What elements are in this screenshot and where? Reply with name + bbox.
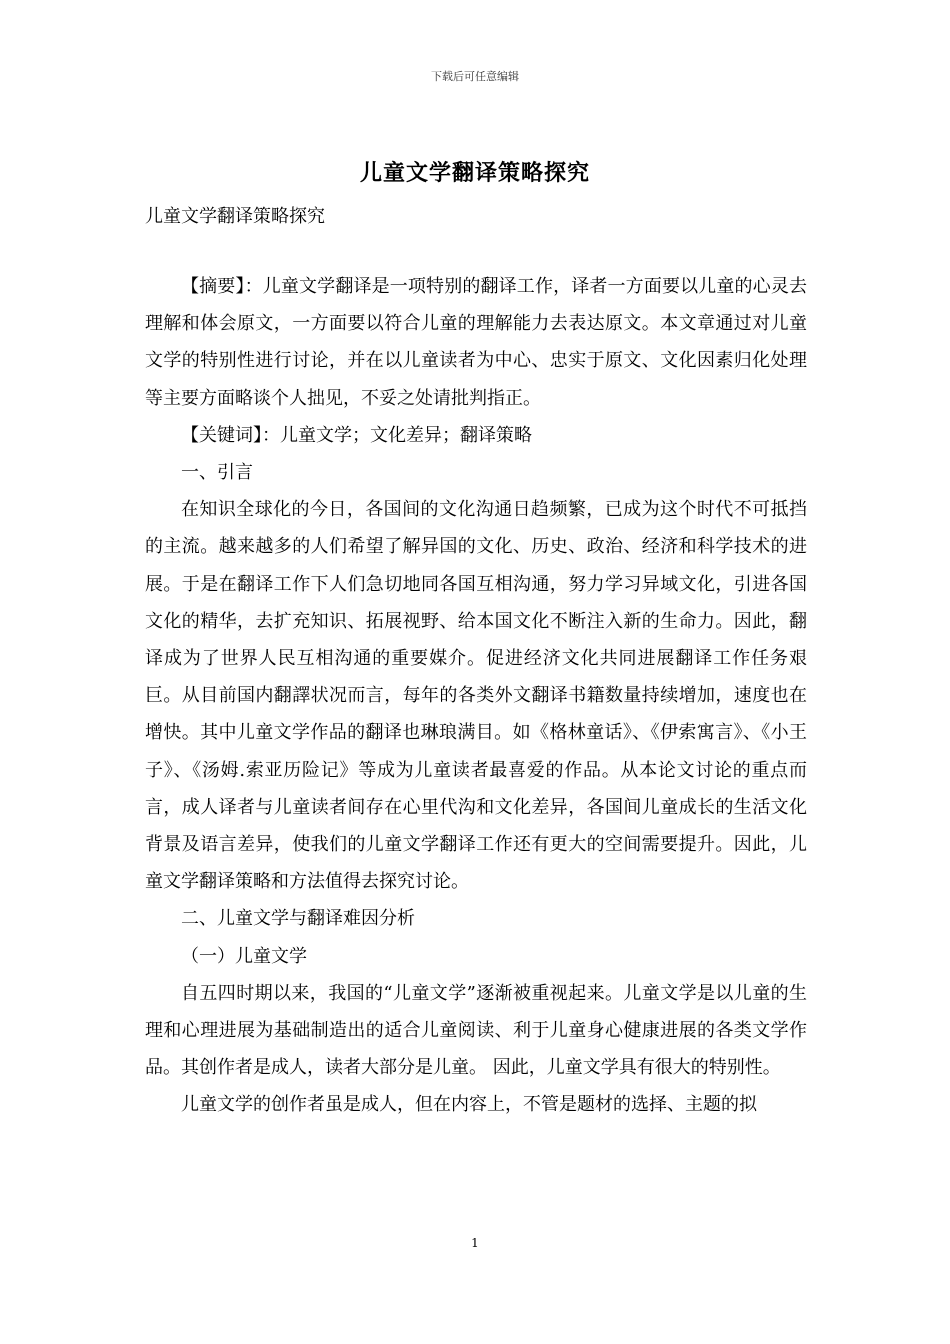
section-heading-analysis: 二、儿童文学与翻译难因分析 bbox=[181, 908, 415, 930]
childrens-literature-paragraph: 自五四时期以来，我国的“儿童文学”逐渐被重视起来。儿童文学是以儿童的生理和心理进展为基础制造出的适合儿童阅读、利于儿童身心健康进展的各类文学作品。其创作者是成人，读者大部分是儿童。 因此，儿童文学具有很大的特别性。 bbox=[145, 982, 807, 1079]
page-number: 1 bbox=[471, 1236, 479, 1250]
section-heading-introduction: 一、引言 bbox=[181, 462, 253, 484]
subsection-heading-childrens-literature: （一）儿童文学 bbox=[181, 945, 307, 967]
document-title: 儿童文学翻译策略探究 bbox=[359, 160, 590, 186]
abstract-paragraph: 【摘要】：儿童文学翻译是一项特别的翻译工作，译者一方面要以儿童的心灵去理解和体会原文，一方面要以符合儿童的理解能力去表达原文。本文章通过对儿童文学的特别性进行讨论，并在以儿童读者为中心、忠实于原文、文化因素归化处理等主要方面略谈个人拙见，不妥之处请批判指正。 bbox=[145, 276, 807, 409]
header-note: 下载后可任意编辑 bbox=[431, 70, 519, 83]
introduction-paragraph: 在知识全球化的今日，各国间的文化沟通日趋频繁，已成为这个时代不可抵挡的主流。越来越多的人们希望了解异国的文化、历史、政治、经济和科学技术的进展。于是在翻译工作下人们急切地同各国互相沟通，努力学习异域文化，引进各国文化的精华，去扩充知识、拓展视野、给本国文化不断注入新的生命力。因此，翻译成为了世界人民互相沟通的重要媒介。促进经济文化共同进展翻译工作任务艰巨。从目前国内翻譯状况而言，每年的各类外文翻译书籍数量持续增加，速度也在增快。其中儿童文学作品的翻译也琳琅满目。如《格林童话》、《伊索寓言》、《小王子》、《汤姆.索亚历险记》等成为儿童读者最喜爱的作品。从本论文讨论的重点而言，成人译者与儿童读者间存在心里代沟和文化差异，各国间儿童成长的生活文化背景及语言差异，使我们的儿童文学翻译工作还有更大的空间需要提升。因此，儿童文学翻译策略和方法值得去探究讨论。 bbox=[145, 499, 807, 893]
continuation-paragraph: 儿童文学的创作者虽是成人，但在内容上，不管是题材的选择、主题的拟 bbox=[181, 1094, 757, 1116]
document-subtitle: 儿童文学翻译策略探究 bbox=[145, 206, 325, 227]
document-body bbox=[145, 268, 807, 1124]
keywords-paragraph: 【关键词】：儿童文学；文化差异；翻译策略 bbox=[181, 424, 532, 446]
